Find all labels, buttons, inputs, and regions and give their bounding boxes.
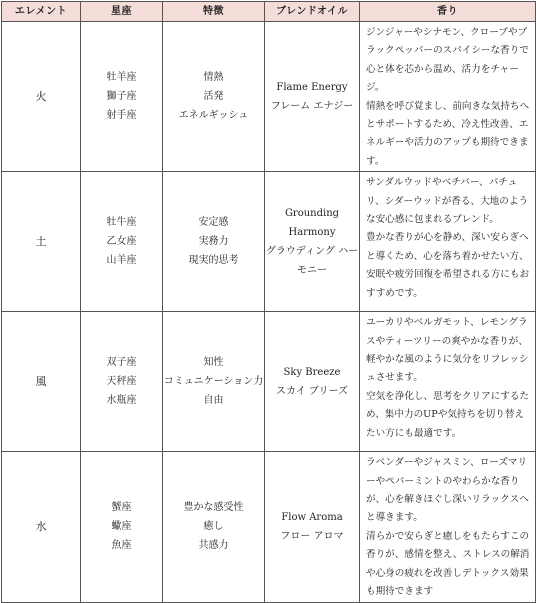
blend-name-en: Sky Breeze xyxy=(283,366,341,378)
trait-label: 知性 xyxy=(203,357,224,369)
sign-label: 山羊座 xyxy=(106,255,137,267)
trait-label: 現実的思考 xyxy=(188,255,239,267)
trait-label: 情熱 xyxy=(203,72,224,84)
traits-cell xyxy=(163,172,265,312)
sign-label: 獅子座 xyxy=(106,91,137,103)
element-cell: 水 xyxy=(2,452,81,602)
signs-cell xyxy=(81,312,163,452)
blend-name-en: Flame Energy xyxy=(276,81,348,93)
element-cell: 土 xyxy=(2,172,81,312)
blend-cell xyxy=(265,172,360,312)
scent-paragraph: 情熱を呼び覚まし、前向きな気持ちへとサポートするため、冷え性改善、エネルギーや活力のアップも期待できます。 xyxy=(366,100,530,167)
trait-label: 実務力 xyxy=(198,236,229,248)
trait-label: コミュニケーション力 xyxy=(163,376,264,388)
header-signs: 星座 xyxy=(81,2,163,22)
sign-label: 牡牛座 xyxy=(106,217,137,229)
blend-name-ja: フレーム エナジー xyxy=(270,100,354,112)
blend-cell xyxy=(265,312,360,452)
sign-label: 蠍座 xyxy=(111,521,132,533)
blend-cell xyxy=(265,452,360,602)
traits-cell xyxy=(163,452,265,602)
trait-label: エネルギッシュ xyxy=(178,110,249,122)
table-row-wind xyxy=(2,312,536,452)
blend-name-ja: グラウディング ハーモニー xyxy=(265,245,359,276)
blend-name-ja: スカイ ブリーズ xyxy=(276,385,348,397)
sign-label: 魚座 xyxy=(111,540,132,552)
element-cell: 風 xyxy=(2,312,81,452)
scent-cell xyxy=(360,22,536,172)
scent-paragraph: ジンジャーやシナモン、クローブやブラックペッパーのスパイシーな香りで心と体を芯から温め、活力をチャージ。 xyxy=(366,27,529,94)
signs-cell xyxy=(81,452,163,602)
blend-name-en: Flow Aroma xyxy=(281,511,343,523)
scent-paragraph: サンダルウッドやベチバー、パチュリ、シダーウッドが香る、大地のような安心感に包まれるブレンド。 xyxy=(366,177,529,226)
elements-table xyxy=(1,1,536,603)
traits-cell xyxy=(163,312,265,452)
sign-label: 双子座 xyxy=(106,357,137,369)
scent-paragraph: ラベンダーやジャスミン、ローズマリーやペパーミントのやわらかな香りが、心を解きほぐし深いリラックスへと導きます。 xyxy=(366,457,529,524)
blend-name-ja: フロー アロマ xyxy=(280,530,344,542)
table-row-fire xyxy=(2,22,536,172)
scent-cell xyxy=(360,452,536,602)
blend-name-en: Grounding Harmony xyxy=(284,207,340,238)
scent-paragraph: 清らかで安らぎと癒しをもたらすこの香りが、感情を整え、ストレスの解消や心身の疲れを改善しデトックス効果も期待できます xyxy=(366,530,530,598)
table-row-earth xyxy=(2,172,536,312)
signs-cell xyxy=(81,172,163,312)
blend-cell xyxy=(265,22,360,172)
trait-label: 自由 xyxy=(203,395,224,407)
trait-label: 豊かな感受性 xyxy=(183,502,244,514)
element-cell: 火 xyxy=(2,22,81,172)
sign-label: 乙女座 xyxy=(106,236,137,248)
sign-label: 射手座 xyxy=(106,110,137,122)
trait-label: 活発 xyxy=(203,91,224,103)
header-scent: 香り xyxy=(360,2,536,22)
scent-paragraph: 空気を浄化し、思考をクリアにするため、集中力のUPや気持ちを切り替えたい方にも最適です。 xyxy=(366,390,530,439)
scent-paragraph: ユーカリやベルガモット、レモングラスやティーツリーの爽やかな香りが、軽やかな風のように気分をリフレッシュさせます。 xyxy=(366,317,529,384)
header-traits: 特徴 xyxy=(163,2,265,22)
trait-label: 共感力 xyxy=(198,540,229,552)
scent-cell xyxy=(360,172,536,312)
table-row-water xyxy=(2,452,536,602)
traits-cell xyxy=(163,22,265,172)
trait-label: 安定感 xyxy=(198,217,229,229)
scent-paragraph: 豊かな香りが心を静め、深い安らぎへと導くため、心を落ち着かせたい方、安眠や疲労回復を希望される方にもおすすめです。 xyxy=(366,232,530,299)
sign-label: 牡羊座 xyxy=(106,72,137,84)
scent-cell xyxy=(360,312,536,452)
header-row xyxy=(2,2,536,22)
header-blend-oil: ブレンドオイル xyxy=(265,2,360,22)
sign-label: 水瓶座 xyxy=(106,395,137,407)
header-element: エレメント xyxy=(2,2,81,22)
trait-label: 癒し xyxy=(203,521,224,533)
signs-cell xyxy=(81,22,163,172)
sign-label: 天秤座 xyxy=(106,376,137,388)
sign-label: 蟹座 xyxy=(111,502,132,514)
